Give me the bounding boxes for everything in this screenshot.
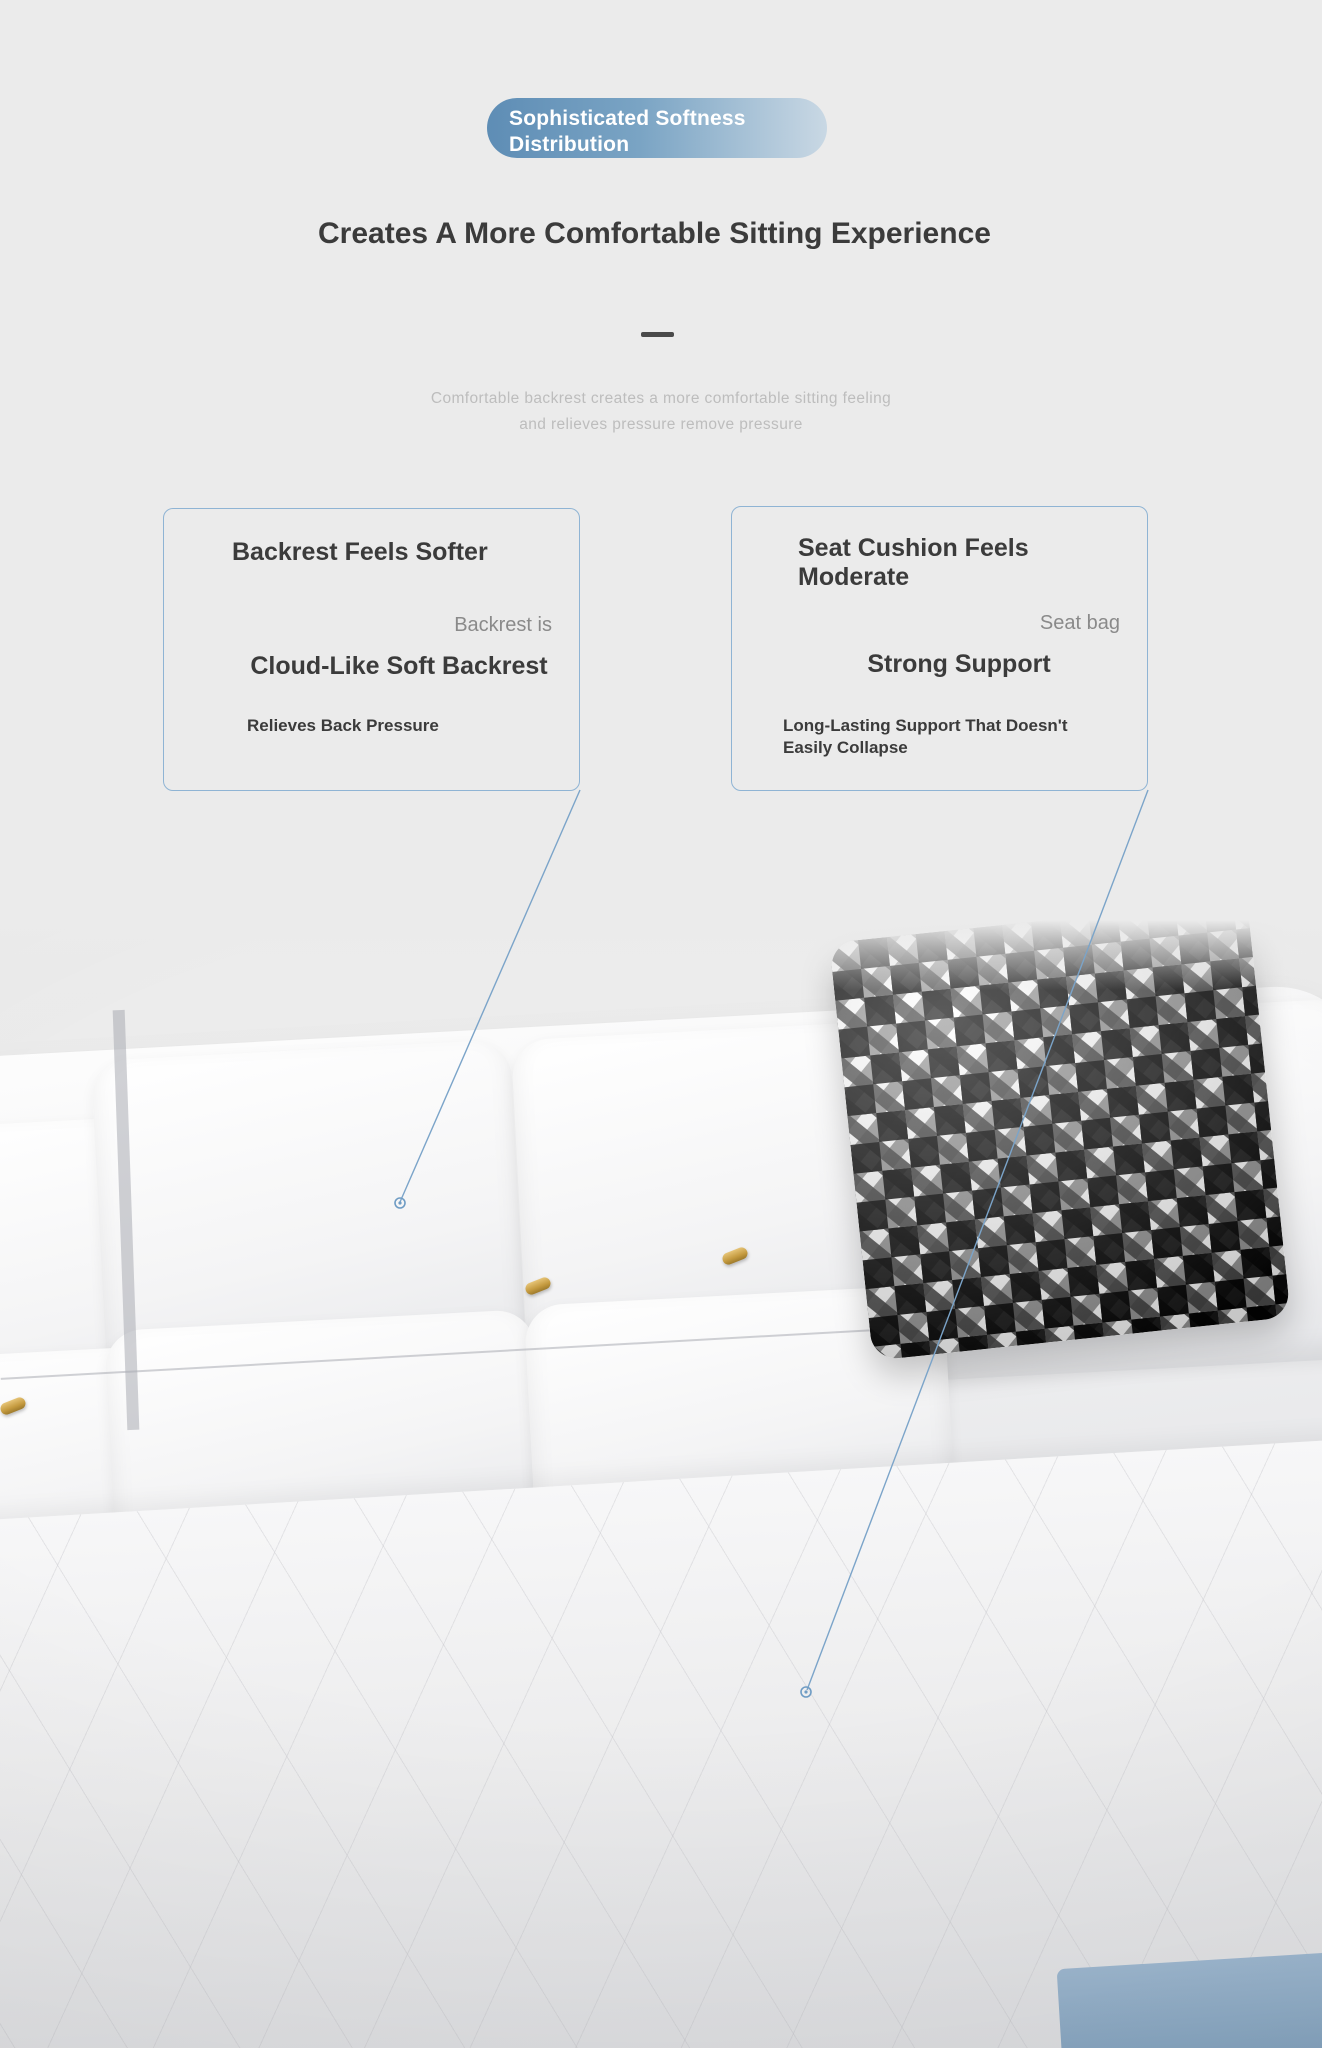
card-note: Long-Lasting Support That Doesn't Easily Collapse: [783, 716, 1068, 757]
callout-card-backrest: [163, 508, 580, 791]
photo-vignette: [0, 920, 1322, 2048]
title-divider: [641, 332, 674, 337]
card-title: Backrest Feels Softer: [232, 538, 488, 566]
page-subtitle: [311, 386, 1011, 438]
card-title: Seat Cushion Feels Moderate: [798, 534, 1029, 591]
subtitle-line-2: and relieves pressure remove pressure: [519, 416, 803, 433]
card-highlight: Strong Support: [867, 650, 1051, 678]
page-title: Creates A More Comfortable Sitting Experience: [318, 217, 991, 250]
photo-top-fade: [0, 920, 1322, 990]
section-badge: Sophisticated Softness Distribution: [487, 98, 827, 158]
callout-card-seat-cushion: [731, 506, 1148, 791]
subtitle-line-1: Comfortable backrest creates a more comfortable sitting feeling: [430, 390, 892, 407]
product-photo: [0, 920, 1322, 2048]
card-subtitle: Seat bag: [1039, 612, 1120, 634]
card-subtitle: Backrest is: [454, 614, 552, 636]
card-highlight: Cloud-Like Soft Backrest: [250, 652, 548, 680]
card-note: Relieves Back Pressure: [247, 716, 439, 735]
